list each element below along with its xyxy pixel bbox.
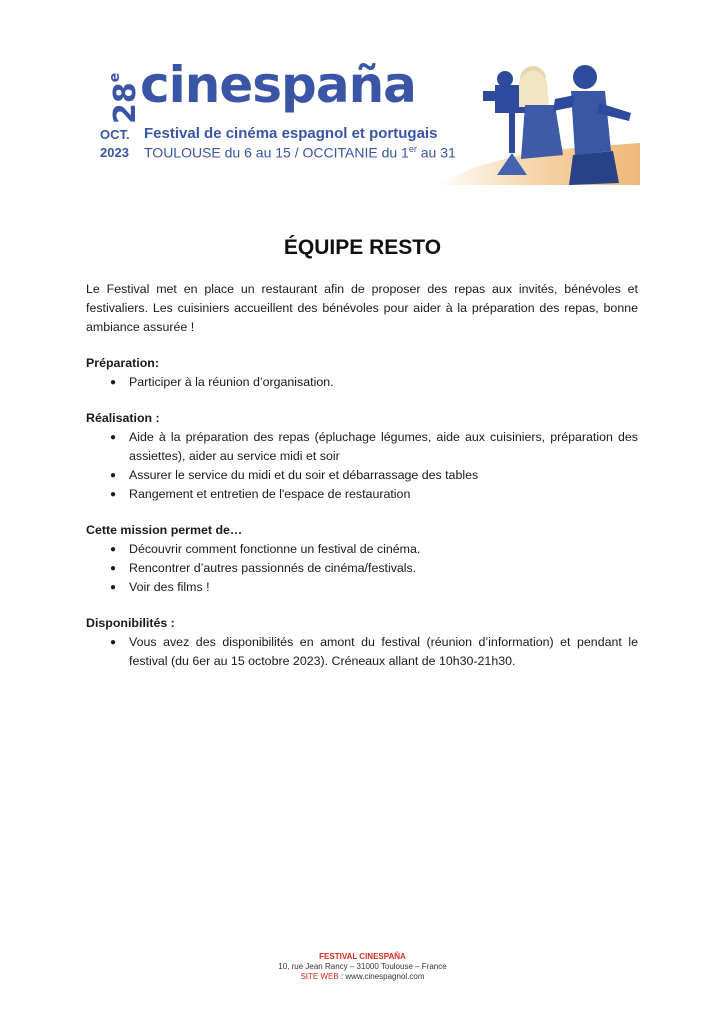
bullet-icon: ● [110,377,117,388]
section-heading: Préparation: [86,356,159,370]
footer-org-name: FESTIVAL CINESPAÑA [319,952,406,961]
bullet-icon: ● [110,582,117,593]
section-realisation [86,409,638,504]
festival-dates: TOULOUSE du 6 au 15 / OCCITANIE du 1er au 31 [144,144,456,161]
section-preparation [86,354,638,392]
bullet-icon: ● [110,432,117,443]
section-disponibilites [86,614,638,671]
footer-website: SITE WEB : www.cinespagnol.com [300,972,425,981]
bullet-icon: ● [110,489,117,500]
section-heading: Cette mission permet de… [86,523,243,537]
list-item: ● Assurer le service du midi et du soir et débarrassage des tables [86,466,638,485]
bullet-icon: ● [110,544,117,555]
festival-banner [100,55,640,185]
footer-address: 10, rue Jean Rancy – 31000 Toulouse – France [278,962,447,971]
list-item: ● Rangement et entretien de l'espace de restauration [86,485,638,504]
bullet-icon: ● [110,637,117,648]
section-heading: Disponibilités : [86,616,175,630]
page-footer [0,952,725,982]
list-item: ● Rencontrer d’autres passionnés de cinéma/festivals. [86,559,638,578]
bullet-list [86,540,638,597]
bullet-list [86,428,638,504]
intro-paragraph: Le Festival met en place un restaurant afin de proposer des repas aux invités, bénévoles et festivaliers. Les cuisiniers accueillent des bénévoles pour aider à la préparation des repas, bonne ambiance assurée ! [86,282,638,334]
list-item: ● Voir des films ! [86,578,638,597]
edition-number: 28e [107,72,143,124]
bullet-icon: ● [110,563,117,574]
section-heading: Réalisation : [86,411,160,425]
list-item: ● Vous avez des disponibilités en amont du festival (réunion d’information) et pendant le festival (du 6er au 15 octobre 2023). Créneaux allant de 10h30-21h30. [110,635,638,668]
festival-subtitle: Festival de cinéma espagnol et portugais [144,125,438,142]
bullet-icon: ● [110,470,117,481]
list-item: ● Découvrir comment fonctionne un festival de cinéma. [86,540,638,559]
film-crew-photo [435,55,640,185]
list-item: ● Participer à la réunion d’organisation. [86,373,638,392]
brand-logo-text: cinespaña [140,56,416,114]
festival-year: 2023 [100,145,129,160]
document-title: ÉQUIPE RESTO [283,236,442,259]
section-mission [86,521,638,597]
bullet-list [86,373,638,392]
document-body [86,280,638,688]
festival-month: OCT. [100,127,130,142]
bullet-list [86,633,638,671]
list-item: ● Aide à la préparation des repas (épluchage légumes, aide aux cuisiniers, préparation des assiettes), aider au service midi et soir [110,430,638,463]
